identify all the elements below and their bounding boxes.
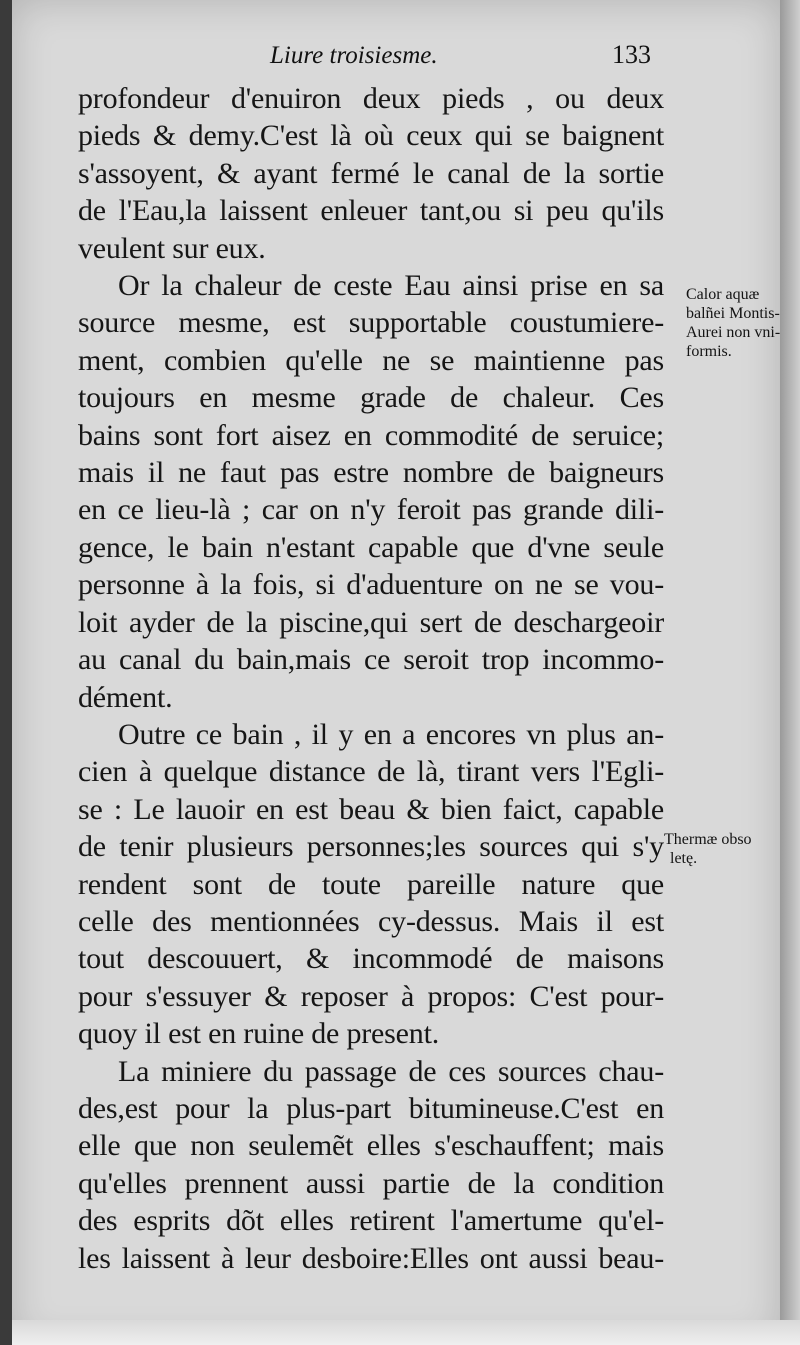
text-line: personne à la fois, si d'aduenture on ne se vou-	[78, 568, 664, 602]
text-line: Outre ce bain , il y en a encores vn plus an-	[118, 717, 664, 751]
margin-note-line: balñei Montis-	[686, 305, 780, 322]
page-edge	[780, 0, 800, 1345]
text-line: tout descouuert, & incommodé de maisons	[78, 942, 664, 976]
text-line: quoy il est en ruine de present.	[78, 1017, 439, 1051]
text-line: pour s'essuyer & reposer à propos: C'est pour-	[78, 979, 664, 1013]
text-line: Or la chaleur de ceste Eau ainsi prise en sa	[118, 269, 664, 303]
margin-note-thermae	[664, 830, 794, 868]
text-line: en ce lieu-là ; car on n'y feroit pas grande dili-	[78, 493, 664, 527]
text-line: mais il ne faut pas estre nombre de baigneurs	[78, 456, 664, 490]
margin-note-line: Calor aquæ	[686, 286, 760, 303]
text-line: des,est pour la plus-part bitumineuse.C'est en	[78, 1091, 664, 1125]
text-line: des esprits dõt elles retirent l'amertume qu'el-	[78, 1204, 664, 1238]
text-line: rendent sont de toute pareille nature que	[78, 867, 664, 901]
margin-note-line: formis.	[686, 343, 732, 360]
text-line: se : Le lauoir en est beau & bien faict, capable	[78, 792, 664, 826]
text-line: gence, le bain n'estant capable que d'vne seule	[78, 530, 664, 564]
body-text	[78, 80, 664, 1277]
margin-note-line: Thermæ obso	[664, 831, 752, 848]
page-number: 133	[612, 40, 651, 69]
text-line: veulent sur eux.	[78, 231, 266, 265]
margin-note-calor	[686, 285, 796, 361]
page-bottom-margin	[12, 1320, 800, 1345]
running-head: Liure troisiesme.	[270, 42, 438, 69]
text-line: au canal du bain,mais ce seroit trop incommo-	[78, 643, 664, 677]
text-line: de tenir plusieurs personnes;les sources qui s'y	[78, 830, 664, 864]
text-line: ment, combien qu'elle ne se maintienne pas	[78, 343, 664, 377]
text-line: cien à quelque distance de là, tirant vers l'Egli-	[78, 755, 664, 789]
text-line: de l'Eau,la laissent enleuer tant,ou si peu qu'ils	[78, 194, 664, 228]
text-line: La miniere du passage de ces sources chau-	[118, 1054, 664, 1088]
text-line: qu'elles prennent aussi partie de la condition	[78, 1166, 664, 1200]
text-line: source mesme, est supportable coustumiere-	[78, 306, 664, 340]
text-line: bains sont fort aisez en commodité de seruice;	[78, 418, 664, 452]
margin-note-line: Aurei non vni-	[686, 324, 781, 341]
text-line: toujours en mesme grade de chaleur. Ces	[78, 381, 664, 415]
text-line: les laissent à leur desboire:Elles ont aussi beau-	[78, 1241, 664, 1275]
text-line: loit ayder de la piscine,qui sert de deschargeoir	[78, 605, 664, 639]
text-line: s'assoyent, & ayant fermé le canal de la sortie	[78, 156, 664, 190]
margin-note-line: letę.	[670, 850, 698, 867]
text-line: celle des mentionnées cy-dessus. Mais il est	[78, 904, 664, 938]
text-line: pieds & demy.C'est là où ceux qui se baignent	[78, 119, 664, 153]
text-line: dément.	[78, 680, 173, 714]
text-line: elle que non seulemẽt elles s'eschauffent; mais	[78, 1129, 664, 1163]
text-line: profondeur d'enuiron deux pieds , ou deux	[78, 82, 664, 115]
